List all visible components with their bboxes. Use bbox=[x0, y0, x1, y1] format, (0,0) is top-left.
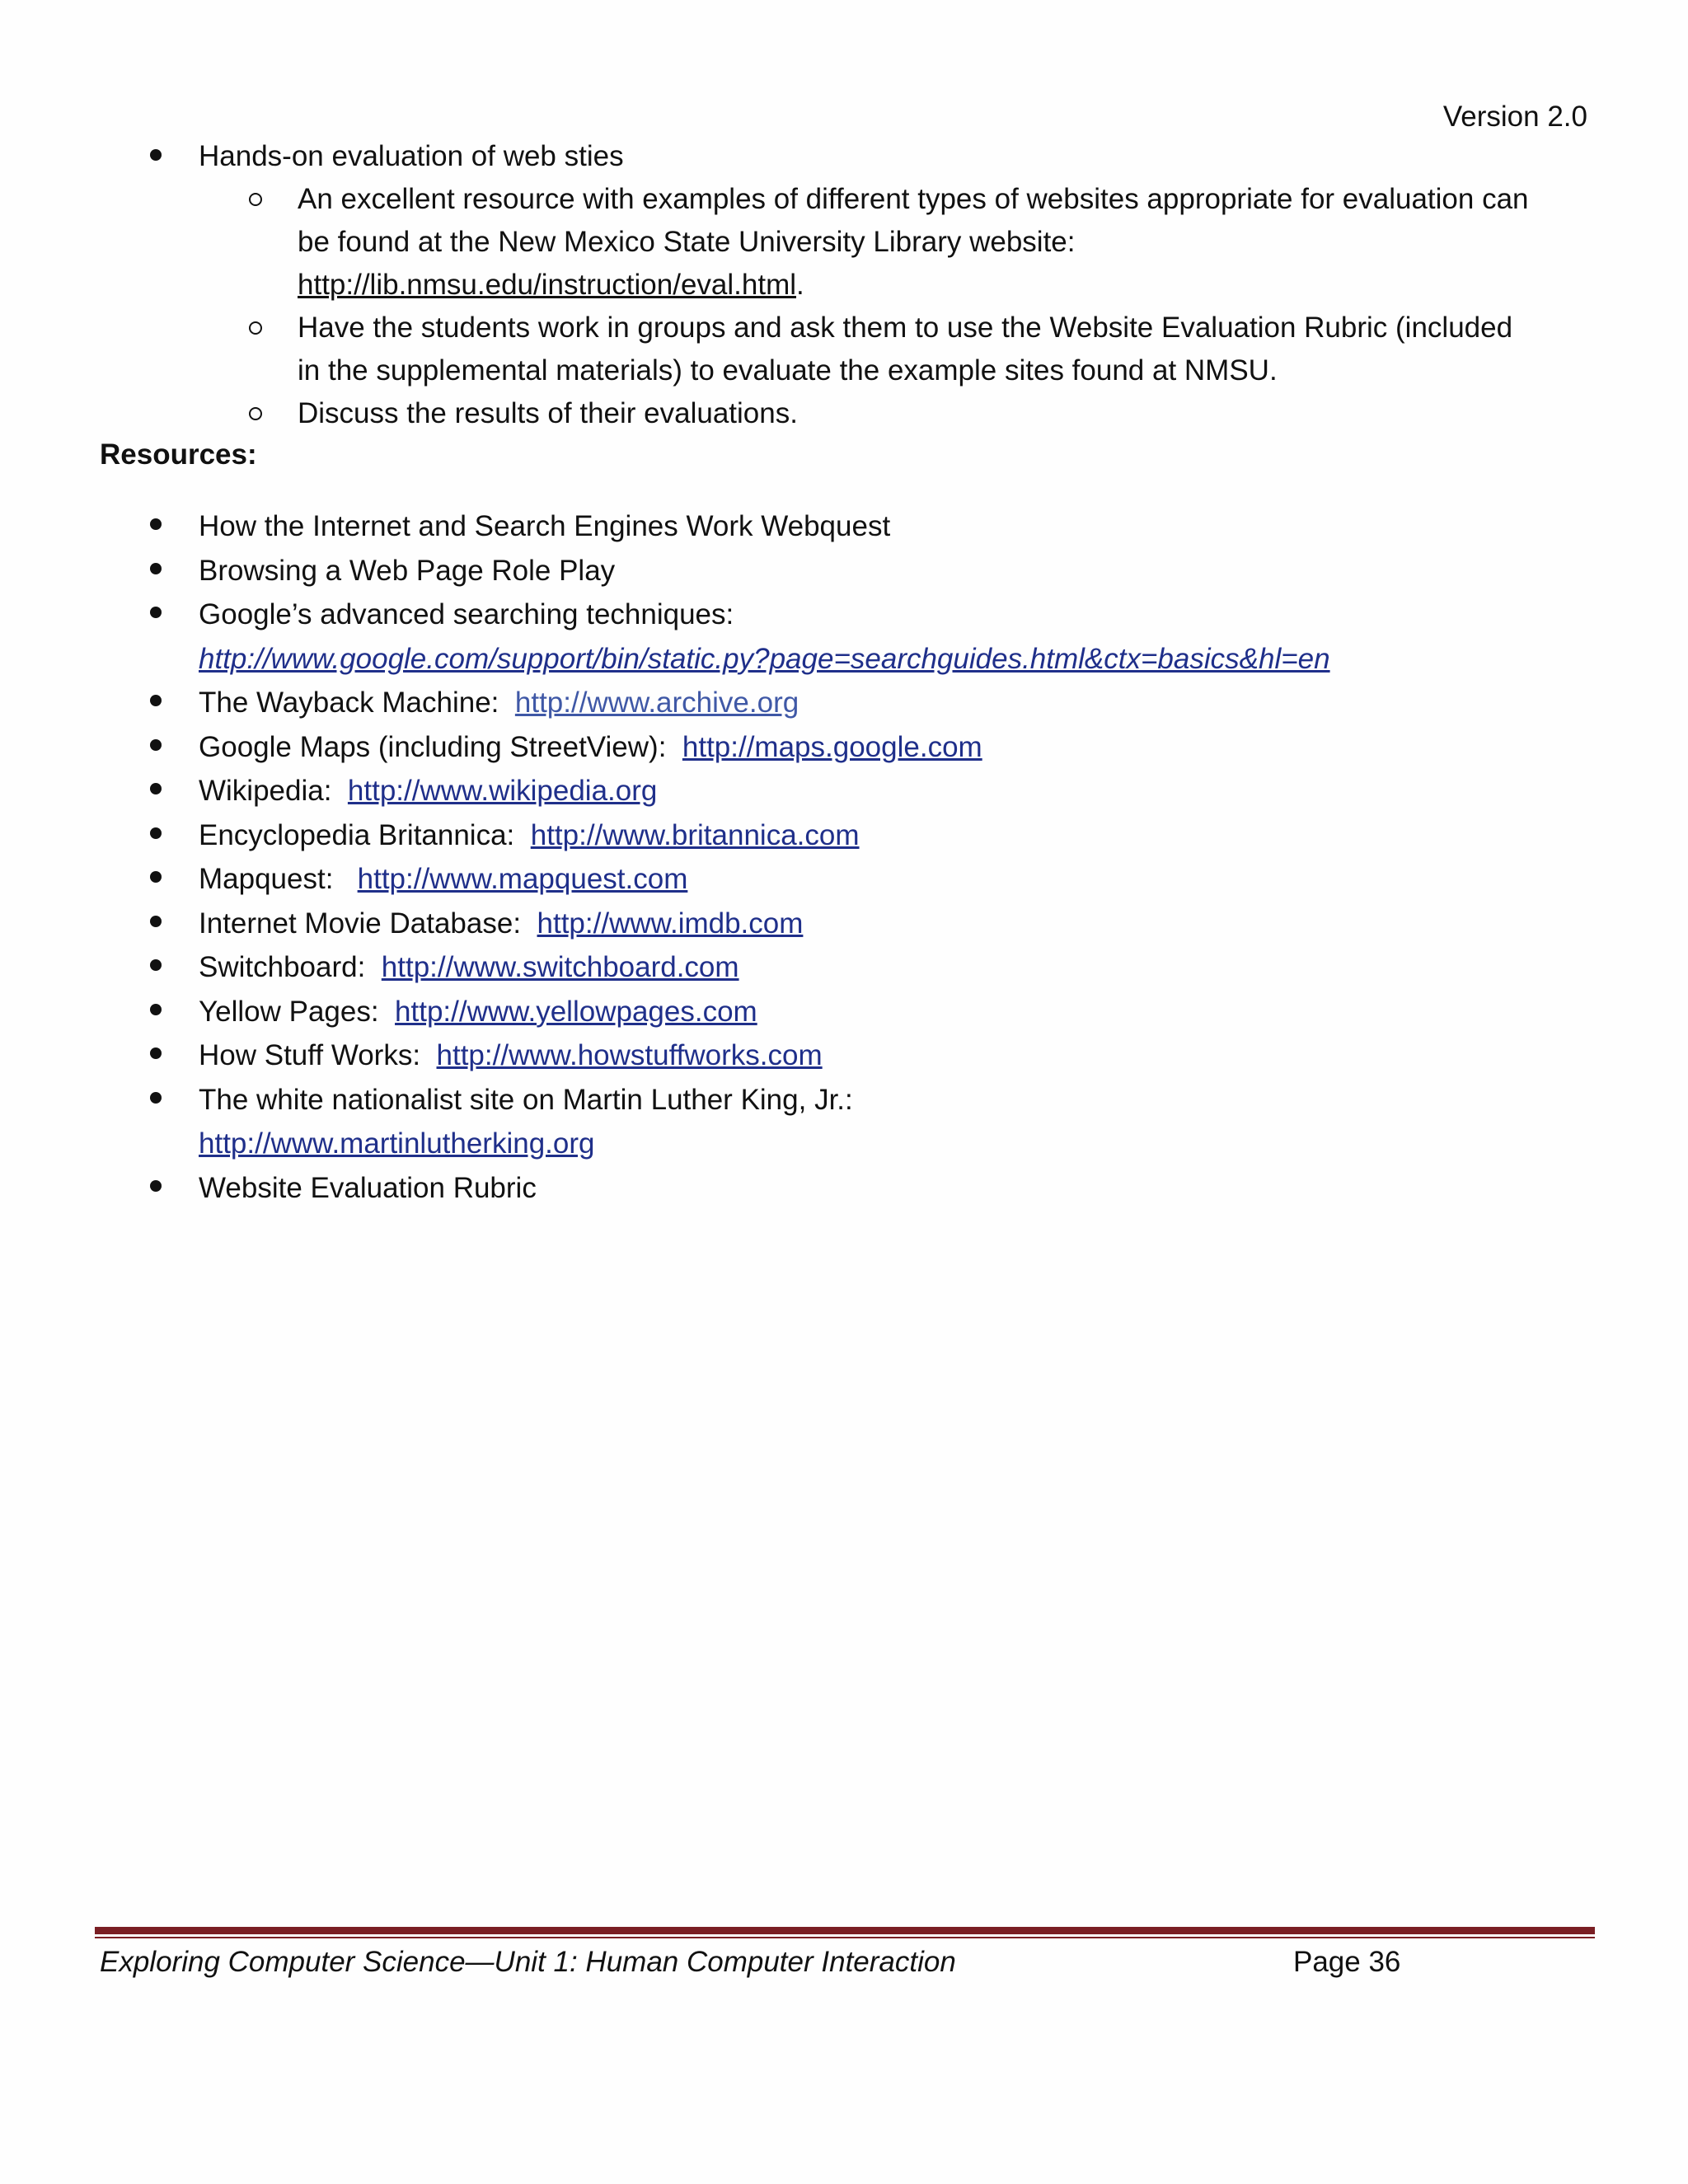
google-search-guide-link[interactable]: http://www.google.com/support/bin/static.py?page=searchguides.html&ctx=basics&hl=en bbox=[199, 642, 1330, 675]
nmsu-eval-link[interactable]: http://lib.nmsu.edu/instruction/eval.html bbox=[298, 269, 797, 301]
resource-item bbox=[0, 1078, 1688, 1166]
yellowpages-link[interactable]: http://www.yellowpages.com bbox=[395, 995, 757, 1028]
bullet-icon bbox=[150, 871, 162, 883]
bullet-icon bbox=[150, 518, 162, 530]
sub-list-item bbox=[199, 307, 1589, 392]
resource-text: Mapquest: bbox=[199, 863, 334, 895]
google-maps-link[interactable]: http://maps.google.com bbox=[682, 730, 982, 763]
resource-item bbox=[0, 504, 1688, 549]
resource-item bbox=[0, 945, 1688, 990]
list-item bbox=[0, 135, 1688, 435]
resource-item bbox=[0, 549, 1688, 593]
bullet-icon bbox=[150, 1092, 162, 1104]
bullet-icon bbox=[150, 959, 162, 971]
bullet-icon bbox=[150, 1047, 162, 1059]
resource-text: The white nationalist site on Martin Luther King, Jr.: bbox=[199, 1083, 853, 1116]
resource-item bbox=[0, 813, 1688, 858]
bullet-icon bbox=[150, 563, 162, 574]
resource-text: The Wayback Machine: bbox=[199, 687, 499, 719]
bullet-icon bbox=[150, 1004, 162, 1015]
bullet-icon bbox=[150, 695, 162, 706]
sub-item-text: Have the students work in groups and ask them to use the Website Evaluation Rubric (included in the supplemental materials) to evaluate the example sites found at NMSU. bbox=[298, 312, 1513, 387]
version-label: Version 2.0 bbox=[1442, 101, 1587, 133]
resource-item bbox=[0, 593, 1688, 681]
resource-item bbox=[0, 1033, 1688, 1078]
resource-text: Internet Movie Database: bbox=[199, 907, 522, 940]
intro-list bbox=[0, 135, 1688, 435]
resource-text: How Stuff Works: bbox=[199, 1039, 421, 1071]
howstuffworks-link[interactable]: http://www.howstuffworks.com bbox=[436, 1039, 823, 1071]
bullet-icon bbox=[150, 607, 162, 618]
wikipedia-link[interactable]: http://www.wikipedia.org bbox=[347, 775, 658, 807]
bullet-icon bbox=[150, 916, 162, 927]
imdb-link[interactable]: http://www.imdb.com bbox=[537, 907, 804, 940]
resource-item bbox=[0, 769, 1688, 813]
bullet-icon bbox=[150, 1180, 162, 1192]
resource-text: Switchboard: bbox=[199, 951, 366, 983]
resource-text: Website Evaluation Rubric bbox=[199, 1171, 537, 1204]
sub-list bbox=[199, 178, 1589, 435]
sub-item-text: Discuss the results of their evaluations. bbox=[298, 397, 798, 429]
mapquest-link[interactable]: http://www.mapquest.com bbox=[357, 863, 688, 895]
resource-text: Browsing a Web Page Role Play bbox=[199, 554, 616, 587]
footer-divider-thin bbox=[95, 1937, 1595, 1938]
resource-item bbox=[0, 1166, 1688, 1211]
resource-text: Encyclopedia Britannica: bbox=[199, 818, 515, 851]
resource-text: How the Internet and Search Engines Work Webquest bbox=[199, 510, 891, 542]
switchboard-link[interactable]: http://www.switchboard.com bbox=[381, 951, 739, 983]
bullet-icon bbox=[150, 739, 162, 751]
resource-item bbox=[0, 681, 1688, 725]
resource-item bbox=[0, 990, 1688, 1034]
hollow-bullet-icon bbox=[249, 193, 262, 206]
hollow-bullet-icon bbox=[249, 321, 262, 335]
sub-item-suffix: . bbox=[796, 269, 804, 301]
archive-link[interactable]: http://www.archive.org bbox=[514, 687, 799, 719]
sub-list-item bbox=[199, 178, 1589, 307]
sub-item-text: An excellent resource with examples of different types of websites appropriate for evaluation can be found at the New Mexico State University Library website: bbox=[298, 183, 1529, 258]
resource-text: Google’s advanced searching techniques: bbox=[199, 598, 734, 630]
resource-text: Google Maps (including StreetView): bbox=[199, 730, 667, 763]
bullet-icon bbox=[150, 149, 162, 161]
footer-course-title: Exploring Computer Science—Unit 1: Human Computer Interaction bbox=[100, 1946, 956, 1978]
mlk-site-link[interactable]: http://www.martinlutherking.org bbox=[199, 1127, 595, 1160]
resources-list bbox=[0, 504, 1688, 1210]
hollow-bullet-icon bbox=[249, 407, 262, 420]
britannica-link[interactable]: http://www.britannica.com bbox=[530, 818, 860, 851]
footer-page-number: Page 36 bbox=[1293, 1946, 1401, 1978]
footer-divider bbox=[95, 1927, 1595, 1934]
bullet-icon bbox=[150, 827, 162, 839]
list-item-text: Hands-on evaluation of web sties bbox=[199, 140, 624, 172]
resource-item bbox=[0, 902, 1688, 946]
resources-heading: Resources: bbox=[100, 438, 257, 471]
sub-list-item bbox=[199, 392, 1589, 435]
resource-item bbox=[0, 725, 1688, 770]
resource-text: Wikipedia: bbox=[199, 775, 332, 807]
resource-text: Yellow Pages: bbox=[199, 995, 379, 1028]
resource-item bbox=[0, 857, 1688, 902]
bullet-icon bbox=[150, 783, 162, 794]
